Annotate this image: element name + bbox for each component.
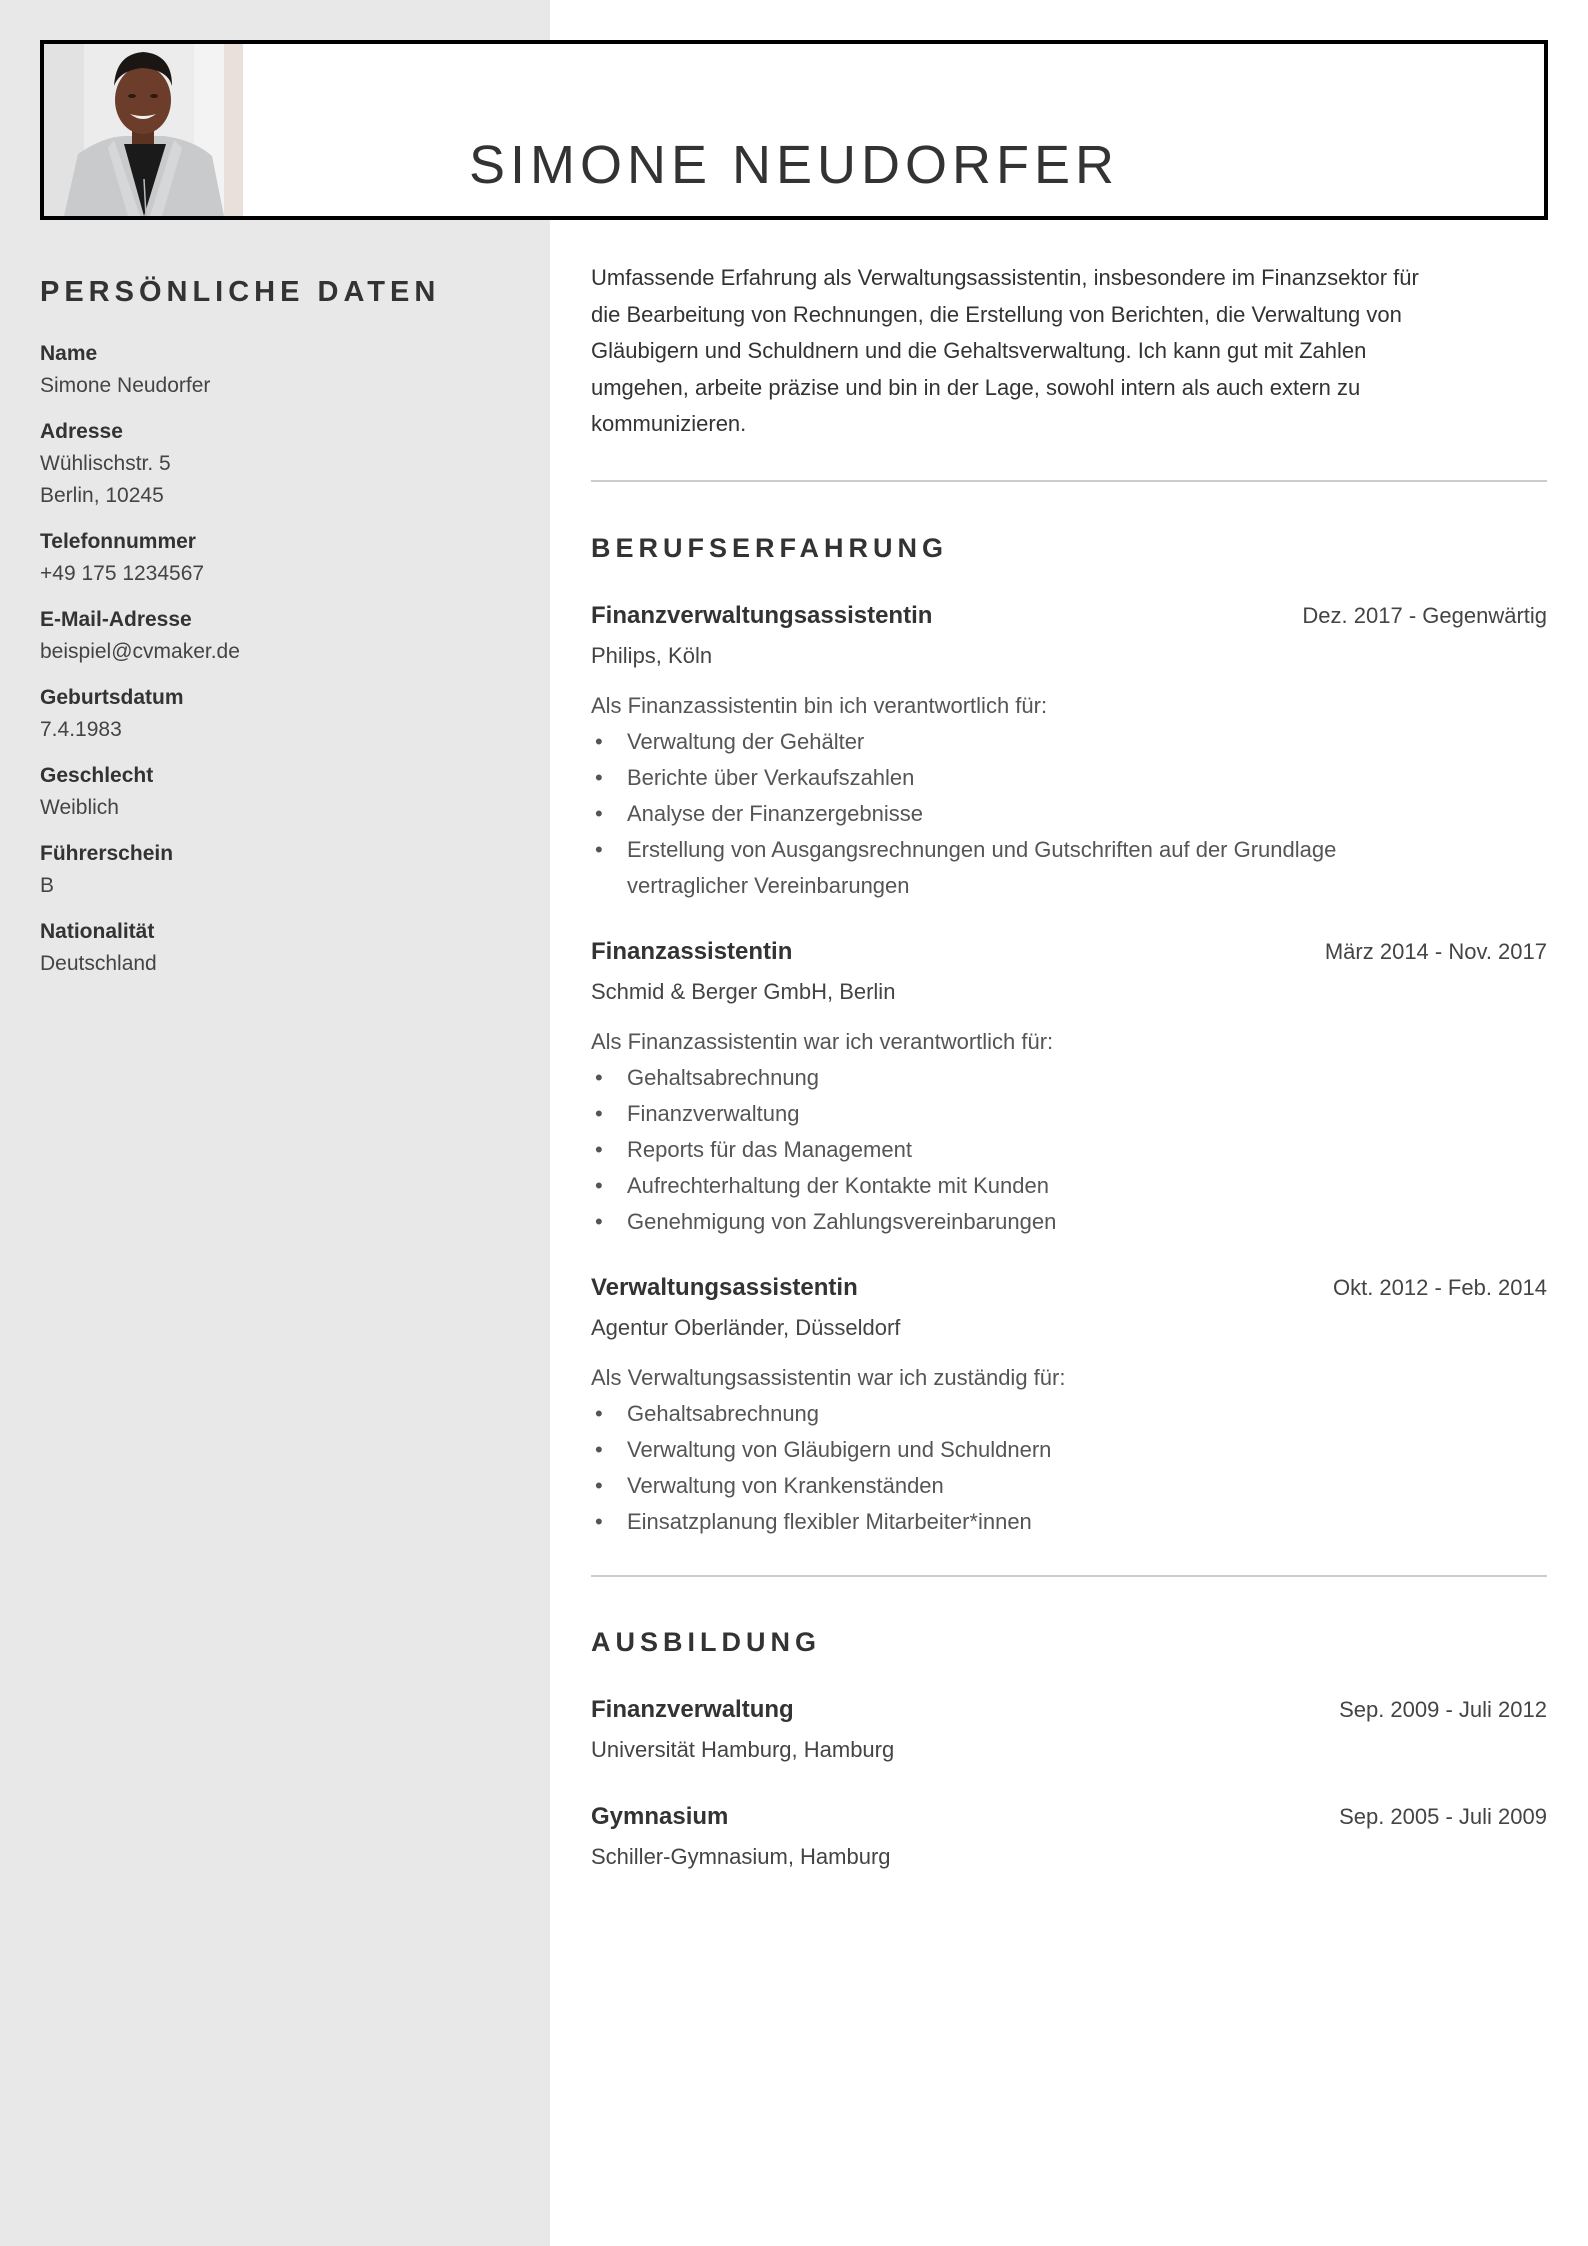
bullet-icon: • xyxy=(595,1208,603,1234)
bullet-text: Gehaltsabrechnung xyxy=(627,1064,820,1090)
education-entry xyxy=(591,1799,1547,1875)
section-divider xyxy=(591,1575,1547,1577)
personal-value: beispiel@cvmaker.de xyxy=(40,640,240,663)
bullet-text: Berichte über Verkaufszahlen xyxy=(627,764,915,790)
bullet-text: Analyse der Finanzergebnisse xyxy=(627,800,923,826)
bullet-item xyxy=(591,760,1437,796)
entry-header xyxy=(591,598,1547,634)
education-date: Sep. 2009 - Juli 2012 xyxy=(1339,1696,1547,1722)
bullet-icon: • xyxy=(595,1136,603,1162)
summary-line: umgehen, arbeite präzise und bin in der Lage, sowohl intern als auch extern zu xyxy=(591,374,1361,400)
full-name-title: SIMONE NEUDORFER xyxy=(468,135,1120,196)
personal-item-email xyxy=(40,604,520,668)
job-intro: Als Finanzassistentin war ich verantwortlich für: xyxy=(591,1028,1054,1054)
personal-value: +49 175 1234567 xyxy=(40,562,205,585)
bullet-text: Finanzverwaltung xyxy=(627,1100,800,1126)
personal-label: Geschlecht xyxy=(40,764,154,787)
personal-item-nationality xyxy=(40,916,520,980)
personal-value: Deutschland xyxy=(40,952,157,975)
summary-line: Umfassende Erfahrung als Verwaltungsassistentin, insbesondere im Finanzsektor für xyxy=(591,265,1419,290)
bullet-icon: • xyxy=(595,1472,603,1498)
bullet-text: Genehmigung von Zahlungsvereinbarungen xyxy=(627,1208,1057,1234)
bullet-item xyxy=(591,1204,1437,1240)
job-bullets xyxy=(591,1396,1547,1540)
personal-item-gender xyxy=(40,760,520,824)
bullet-text: Einsatzplanung flexibler Mitarbeiter*innen xyxy=(627,1508,1032,1534)
personal-item-name xyxy=(40,338,520,402)
personal-label: Geburtsdatum xyxy=(40,686,184,709)
experience-entry xyxy=(591,598,1547,904)
bullet-item xyxy=(591,1468,1437,1504)
entry-header xyxy=(591,1270,1547,1306)
personal-value: B xyxy=(40,874,55,897)
bullet-icon: • xyxy=(595,836,603,862)
bullet-icon: • xyxy=(595,1400,603,1426)
personal-label: Telefonnummer xyxy=(40,530,196,553)
bullet-item xyxy=(591,1504,1437,1540)
personal-item-phone xyxy=(40,526,520,590)
bullet-icon: • xyxy=(595,1100,603,1126)
personal-data-sidebar xyxy=(40,272,520,994)
degree-title: Gymnasium xyxy=(591,1802,729,1830)
job-title: Verwaltungsassistentin xyxy=(591,1273,858,1301)
personal-value: Wühlischstr. 5 xyxy=(40,452,171,475)
education-entry xyxy=(591,1692,1547,1768)
degree-title: Finanzverwaltung xyxy=(591,1695,794,1723)
bullet-icon: • xyxy=(595,764,603,790)
job-title: Finanzassistentin xyxy=(591,937,793,965)
summary-line: kommunizieren. xyxy=(591,411,747,436)
personal-item-address xyxy=(40,416,520,512)
bullet-text: Verwaltung von Gläubigern und Schuldnern xyxy=(627,1436,1052,1462)
main-content xyxy=(591,260,1547,1875)
bullet-text: Reports für das Management xyxy=(627,1136,912,1162)
personal-value: Weiblich xyxy=(40,796,119,819)
experience-entry xyxy=(591,934,1547,1240)
experience-section xyxy=(591,530,1547,1540)
bullet-text: Erstellung von Ausgangsrechnungen und Gutschriften auf der Grundlage vertraglicher Vereinbarungen xyxy=(627,836,1337,898)
personal-label: Nationalität xyxy=(40,920,155,943)
bullet-item xyxy=(591,1396,1437,1432)
bullet-text: Verwaltung von Krankenständen xyxy=(627,1472,944,1498)
personal-value: Simone Neudorfer xyxy=(40,374,211,397)
bullet-item xyxy=(591,1432,1437,1468)
bullet-text: Gehaltsabrechnung xyxy=(627,1400,820,1426)
entry-header xyxy=(591,1692,1547,1728)
personal-value: Berlin, 10245 xyxy=(40,484,164,507)
bullet-item xyxy=(591,1132,1437,1168)
education-heading: AUSBILDUNG xyxy=(591,1626,821,1657)
bullet-icon: • xyxy=(595,1508,603,1534)
bullet-icon: • xyxy=(595,800,603,826)
school-name: Schiller-Gymnasium, Hamburg xyxy=(591,1843,891,1869)
experience-heading: BERUFSERFAHRUNG xyxy=(591,532,949,563)
bullet-item xyxy=(591,1096,1437,1132)
bullet-item xyxy=(591,724,1437,760)
personal-item-birthdate xyxy=(40,682,520,746)
section-divider xyxy=(591,480,1547,482)
personal-label: E-Mail-Adresse xyxy=(40,608,192,631)
personal-label: Führerschein xyxy=(40,842,174,865)
entry-header xyxy=(591,1799,1547,1835)
school-name: Universität Hamburg, Hamburg xyxy=(591,1736,895,1762)
bullet-icon: • xyxy=(595,1436,603,1462)
bullet-text: Aufrechterhaltung der Kontakte mit Kunden xyxy=(627,1172,1049,1198)
job-date: März 2014 - Nov. 2017 xyxy=(1324,938,1547,964)
personal-value: 7.4.1983 xyxy=(40,718,122,741)
bullet-item xyxy=(591,1060,1437,1096)
bullet-item xyxy=(591,796,1437,832)
bullet-item xyxy=(591,1168,1437,1204)
header-box xyxy=(40,40,1548,220)
job-company: Philips, Köln xyxy=(591,642,713,668)
education-date: Sep. 2005 - Juli 2009 xyxy=(1339,1803,1547,1829)
bullet-icon: • xyxy=(595,728,603,754)
job-company: Schmid & Berger GmbH, Berlin xyxy=(591,978,896,1004)
job-date: Dez. 2017 - Gegenwärtig xyxy=(1302,602,1547,628)
personal-data-list xyxy=(40,338,520,980)
job-intro: Als Finanzassistentin bin ich verantwortlich für: xyxy=(591,692,1048,718)
personal-label: Name xyxy=(40,342,98,365)
profile-summary xyxy=(591,260,1547,443)
job-bullets xyxy=(591,1060,1547,1240)
bullet-icon: • xyxy=(595,1172,603,1198)
bullet-text: Verwaltung der Gehälter xyxy=(627,728,865,754)
job-company: Agentur Oberländer, Düsseldorf xyxy=(591,1314,901,1340)
job-intro: Als Verwaltungsassistentin war ich zuständig für: xyxy=(591,1364,1066,1390)
education-section xyxy=(591,1624,1547,1875)
summary-line: Gläubigern und Schuldnern und die Gehaltsverwaltung. Ich kann gut mit Zahlen xyxy=(591,338,1367,363)
entry-header xyxy=(591,934,1547,970)
personal-label: Adresse xyxy=(40,420,123,443)
job-bullets xyxy=(591,724,1547,904)
personal-data-heading: PERSÖNLICHE DATEN xyxy=(40,276,441,308)
bullet-icon: • xyxy=(595,1064,603,1090)
bullet-item xyxy=(591,832,1437,904)
personal-item-license xyxy=(40,838,520,902)
job-date: Okt. 2012 - Feb. 2014 xyxy=(1332,1274,1547,1300)
summary-line: die Bearbeitung von Rechnungen, die Erstellung von Berichten, die Verwaltung von xyxy=(591,301,1402,327)
experience-entry xyxy=(591,1270,1547,1540)
job-title: Finanzverwaltungsassistentin xyxy=(591,601,933,629)
